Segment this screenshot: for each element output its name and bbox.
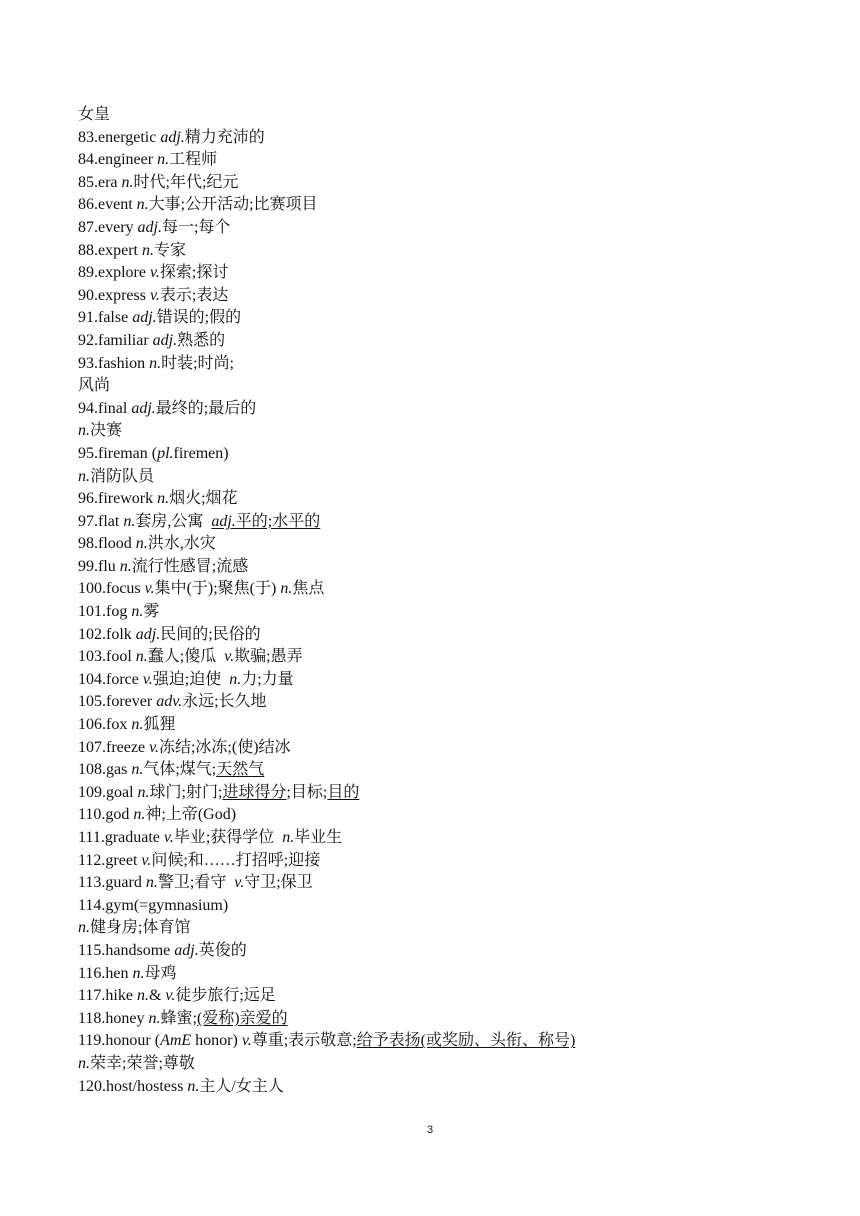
line-text: 120.host/hostess	[78, 1077, 188, 1095]
line-text: 110.god	[78, 806, 134, 824]
line-text: 大事;公开活动;比赛项目	[148, 196, 318, 214]
part-of-speech: n.	[133, 806, 146, 824]
vocab-line	[78, 488, 798, 511]
part-of-speech: v.	[149, 286, 160, 304]
part-of-speech: AmE	[160, 1032, 192, 1050]
line-text: 问候;和……打招呼;迎接	[151, 851, 321, 869]
line-text: 109.goal	[78, 783, 138, 801]
part-of-speech: n.	[135, 535, 148, 553]
vocab-line	[78, 1030, 798, 1053]
vocab-line	[78, 420, 798, 443]
line-text: 狐狸	[143, 716, 176, 734]
part-of-speech: n.	[131, 761, 144, 779]
part-of-speech: v.	[142, 670, 153, 688]
part-of-speech: v.	[144, 580, 155, 598]
line-text: 111.graduate	[78, 829, 164, 846]
line-text: 117.hike	[78, 987, 137, 1005]
vocab-line	[78, 940, 798, 963]
line-text: firemen)	[173, 444, 229, 462]
line-text: 86.event	[78, 196, 137, 214]
part-of-speech: n.	[123, 512, 136, 530]
line-text: 天然气	[216, 761, 265, 779]
vocab-line	[78, 714, 798, 737]
line-text: 表示;表达	[159, 286, 229, 304]
vocab-line	[78, 285, 798, 308]
part-of-speech: n.	[137, 783, 150, 801]
part-of-speech: n.	[131, 603, 144, 621]
part-of-speech: n.	[157, 490, 170, 508]
line-text: 给予表扬(或奖励、头衔、称号)	[356, 1032, 576, 1050]
line-text: 90.express	[78, 286, 150, 304]
part-of-speech: n.	[141, 241, 154, 259]
part-of-speech: adj.	[132, 309, 157, 327]
vocab-line	[78, 1053, 798, 1076]
vocab-line	[78, 963, 798, 986]
part-of-speech: v.	[141, 851, 152, 869]
part-of-speech: n.	[145, 874, 158, 892]
line-text: 105.forever	[78, 693, 157, 711]
part-of-speech: n.	[157, 151, 170, 169]
part-of-speech: n.	[229, 670, 242, 688]
line-text: 烟火;烟花	[169, 490, 238, 508]
part-of-speech: v.	[241, 1032, 252, 1050]
line-text: 每一;每个	[161, 218, 231, 236]
line-text: 徒步旅行;远足	[175, 987, 276, 1005]
line-text: 98.flood	[78, 535, 136, 553]
line-text: 母鸡	[144, 964, 177, 982]
line-text: 民间的;民俗的	[160, 625, 261, 643]
vocab-line	[78, 691, 798, 714]
vocab-line	[78, 646, 798, 669]
line-text: 荣幸;荣誉;尊敬	[90, 1054, 195, 1072]
vocab-line	[78, 127, 798, 150]
part-of-speech: n.	[132, 964, 145, 982]
vocab-line	[78, 149, 798, 172]
line-text: 83.energetic	[78, 128, 161, 146]
line-text: &	[148, 987, 166, 1005]
line-text: 94.final	[78, 399, 132, 417]
part-of-speech: n.	[78, 422, 90, 440]
vocab-line	[78, 398, 798, 421]
line-text: 专家	[153, 241, 186, 259]
vocab-line	[78, 1008, 798, 1031]
vocab-line	[78, 104, 798, 127]
vocab-line	[78, 375, 798, 398]
vocab-line	[78, 511, 798, 534]
part-of-speech: v.	[163, 829, 174, 846]
vocab-line	[78, 578, 798, 601]
part-of-speech: n.	[187, 1077, 200, 1095]
line-text: 95.fireman (	[78, 444, 158, 462]
line-text: 115.handsome	[78, 941, 175, 959]
line-text: 毕业;获得学位	[173, 829, 275, 846]
line-text: 雾	[143, 603, 160, 621]
line-text: 89.explore	[78, 264, 150, 282]
line-text: 108.gas	[78, 761, 132, 779]
vocab-line	[78, 194, 798, 217]
vocab-line	[78, 895, 798, 918]
part-of-speech: pl.	[157, 444, 174, 462]
line-text: 107.freeze	[78, 738, 150, 756]
line-text: 103.fool	[78, 648, 136, 666]
line-text: 健身房;体育馆	[90, 919, 191, 937]
line-text: 目的	[327, 783, 360, 801]
line-text: 精力充沛的	[184, 128, 265, 146]
line-text: honor)	[191, 1032, 242, 1050]
part-of-speech: n.	[78, 467, 90, 485]
part-of-speech: n.	[136, 196, 149, 214]
vocab-line	[78, 804, 798, 827]
vocab-line	[78, 827, 798, 850]
part-of-speech: v.	[149, 264, 160, 282]
part-of-speech: adj.	[131, 399, 156, 417]
vocab-line	[78, 601, 798, 624]
part-of-speech: adj.	[160, 128, 185, 146]
line-text: 洪水,水灾	[147, 535, 216, 553]
vocab-line	[78, 443, 798, 466]
line-text: 消防队员	[90, 467, 155, 485]
vocab-line	[78, 759, 798, 782]
line-text: 守卫;保卫	[244, 874, 313, 892]
vocab-line	[78, 850, 798, 873]
line-text: 探索;探讨	[159, 264, 229, 282]
vocab-line	[78, 1076, 798, 1099]
line-text: ;目标;	[286, 783, 328, 801]
line-text: 流行性感冒;流感	[131, 557, 249, 575]
line-text: 冻结;冰冻;(使)结冰	[158, 738, 291, 756]
part-of-speech: adj.	[152, 331, 178, 349]
part-of-speech: v.	[149, 738, 159, 756]
vocab-line	[78, 737, 798, 760]
line-text: 平的;水平的	[235, 512, 321, 530]
part-of-speech: n.	[282, 829, 295, 846]
vocabulary-list	[78, 104, 798, 1098]
line-text: 蠢人;傻瓜	[147, 648, 217, 666]
line-text: 100.focus	[78, 580, 145, 598]
line-text: 风尚	[78, 377, 111, 395]
line-text: 88.expert	[78, 241, 142, 259]
line-text: 84.engineer	[78, 151, 158, 169]
line-text: 力;力量	[241, 670, 294, 688]
part-of-speech: v.	[234, 874, 245, 892]
part-of-speech: n.	[119, 557, 132, 575]
part-of-speech: n.	[78, 1054, 90, 1072]
line-text: 尊重;表示敬意;	[251, 1032, 357, 1050]
line-text: 强迫;迫使	[152, 670, 222, 688]
part-of-speech: n.	[136, 987, 149, 1005]
line-text: 118.honey	[78, 1009, 149, 1027]
line-text: 永远;长久地	[182, 693, 267, 711]
line-text: 116.hen	[78, 964, 133, 982]
vocab-line	[78, 172, 798, 195]
line-text: 119.honour (	[78, 1032, 161, 1050]
line-text: 警卫;看守	[157, 874, 227, 892]
part-of-speech: n.	[149, 354, 162, 372]
line-text: 时代;年代;纪元	[133, 173, 239, 191]
line-text: 102.folk	[78, 625, 136, 643]
vocab-line	[78, 307, 798, 330]
vocab-line	[78, 262, 798, 285]
vocab-line	[78, 353, 798, 376]
line-text: 91.false	[78, 309, 133, 327]
line-text: 87.every	[78, 218, 138, 236]
line-text: 气体;煤气;	[143, 761, 217, 779]
vocab-line	[78, 466, 798, 489]
line-text: 113.guard	[78, 874, 146, 892]
line-text: 最终的;最后的	[155, 399, 257, 417]
line-text: 85.era	[78, 173, 122, 191]
part-of-speech: adj.	[135, 625, 161, 643]
line-text: 进球得分	[222, 783, 287, 801]
line-text: 104.force	[78, 670, 143, 688]
vocab-line	[78, 556, 798, 579]
part-of-speech: n.	[135, 648, 148, 666]
part-of-speech: n.	[148, 1009, 161, 1027]
line-text: 114.gym(=gymnasium)	[78, 896, 229, 914]
page-number: 3	[426, 1124, 434, 1136]
line-text: 熟悉的	[177, 331, 226, 349]
line-text: 英俊的	[198, 941, 247, 959]
part-of-speech: v.	[165, 987, 176, 1005]
line-text: 106.fox	[78, 716, 132, 734]
line-text: 112.greet	[78, 851, 142, 869]
vocab-line	[78, 217, 798, 240]
line-text: 工程师	[169, 151, 218, 169]
line-text: 集中(于);聚焦(于)	[154, 580, 281, 598]
line-text: 决赛	[90, 422, 123, 440]
line-text: 套房,公寓	[135, 512, 204, 530]
line-text: 毕业生	[294, 829, 343, 846]
vocab-line	[78, 533, 798, 556]
line-text: 神;上帝(God)	[145, 806, 237, 824]
line-text: 球门;射门;	[149, 783, 223, 801]
line-text: 主人/女主人	[199, 1077, 284, 1095]
part-of-speech: n.	[78, 919, 90, 937]
part-of-speech: adj.	[174, 941, 199, 959]
line-text: 99.flu	[78, 557, 120, 575]
part-of-speech: n.	[121, 173, 134, 191]
part-of-speech: v.	[224, 648, 235, 666]
line-text: 焦点	[292, 580, 325, 598]
part-of-speech: n.	[131, 716, 144, 734]
line-text: 101.fog	[78, 603, 132, 621]
line-text: 92.familiar	[78, 331, 153, 349]
vocab-line	[78, 782, 798, 805]
vocab-line	[78, 985, 798, 1008]
vocab-line	[78, 872, 798, 895]
vocab-line	[78, 669, 798, 692]
vocab-line	[78, 240, 798, 263]
line-text: 女皇	[78, 106, 111, 123]
line-text: 蜂蜜;	[160, 1009, 197, 1027]
line-text: 96.firework	[78, 490, 158, 508]
part-of-speech: n.	[280, 580, 293, 598]
part-of-speech: adj.	[137, 218, 162, 236]
line-text: 97.flat	[78, 512, 124, 530]
vocab-line	[78, 917, 798, 940]
part-of-speech: adj.	[211, 512, 236, 530]
line-text: 时装;时尚;	[161, 354, 235, 372]
line-text: 欺骗;愚弄	[234, 648, 303, 666]
part-of-speech: adv.	[156, 693, 183, 711]
line-text: (爱称)亲爱的	[196, 1009, 288, 1027]
vocab-line	[78, 330, 798, 353]
vocab-line	[78, 624, 798, 647]
line-text: 错误的;假的	[156, 309, 242, 327]
line-text: 93.fashion	[78, 354, 150, 372]
